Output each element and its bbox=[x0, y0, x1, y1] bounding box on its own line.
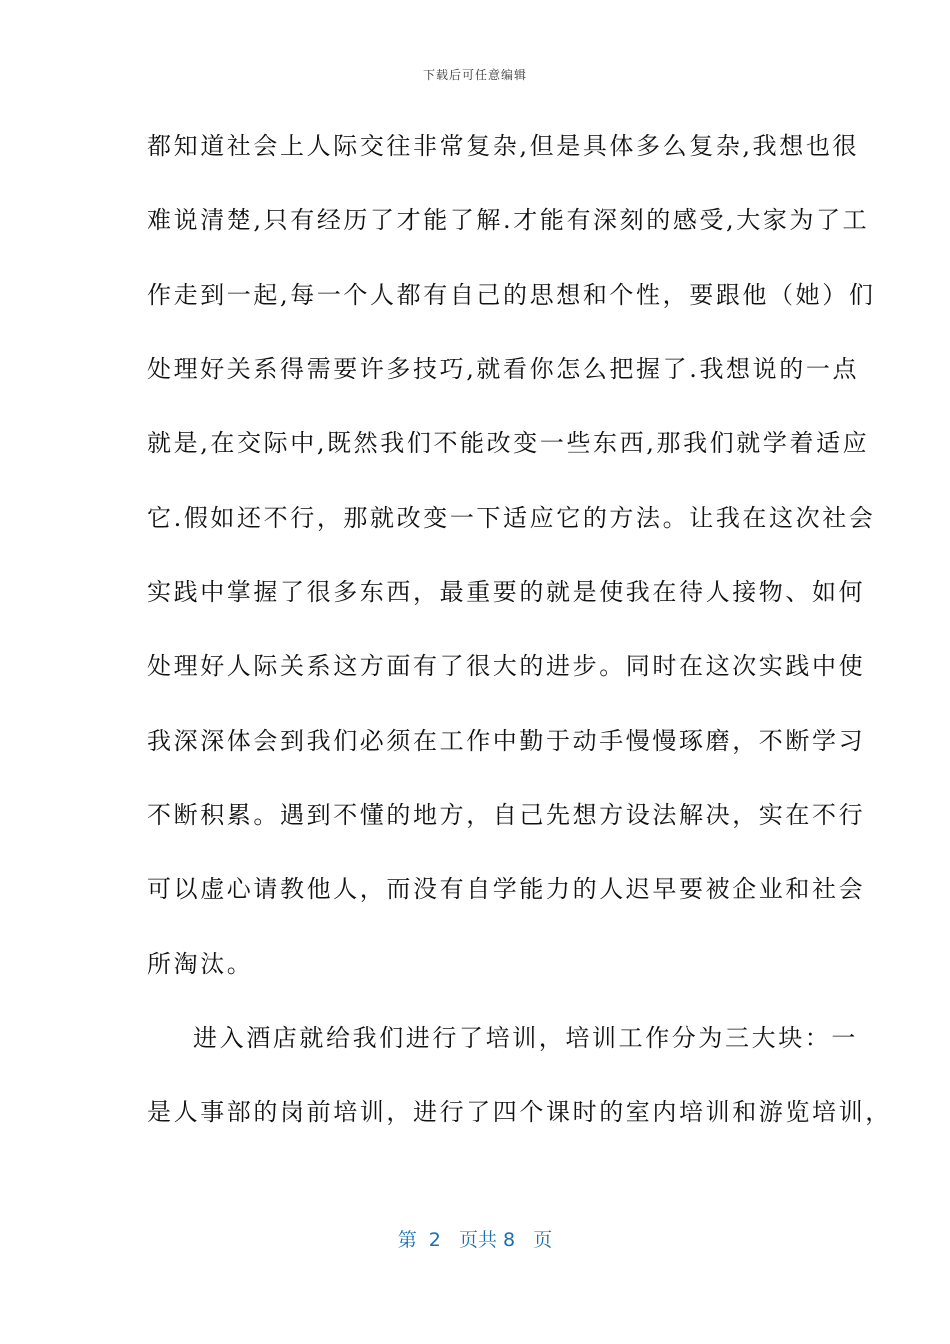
page-header: 下载后可任意编辑 bbox=[422, 68, 527, 82]
text-line: 处理好关系得需要许多技巧,就看你怎么把握了.我想说的一点 bbox=[147, 355, 860, 383]
text-line: 实践中掌握了很多东西，最重要的就是使我在待人接物、如何 bbox=[147, 578, 866, 606]
page-number-footer: 第 2 页共 8 页 bbox=[397, 1229, 553, 1251]
text-line: 都知道社会上人际交往非常复杂,但是具体多么复杂,我想也很 bbox=[147, 132, 860, 160]
text-line: 作走到一起,每一个人都有自己的思想和个性，要跟他（她）们 bbox=[147, 281, 876, 309]
text-line: 不断积累。遇到不懂的地方，自己先想方设法解决，实在不行 bbox=[147, 801, 866, 829]
text-line: 就是,在交际中,既然我们不能改变一些东西,那我们就学着适应 bbox=[147, 429, 870, 457]
paragraph-start-line: 进入酒店就给我们进行了培训，培训工作分为三大块：一 bbox=[193, 1024, 858, 1052]
text-line: 难说清楚,只有经历了才能了解.才能有深刻的感受,大家为了工 bbox=[147, 206, 870, 234]
text-line: 可以虚心请教他人，而没有自学能力的人迟早要被企业和社会 bbox=[147, 875, 866, 903]
text-line: 所淘汰。 bbox=[147, 950, 254, 978]
text-line: 它.假如还不行，那就改变一下适应它的方法。让我在这次社会 bbox=[147, 504, 876, 532]
text-line: 我深深体会到我们必须在工作中勤于动手慢慢琢磨，不断学习 bbox=[147, 727, 866, 755]
text-line: 处理好人际关系这方面有了很大的进步。同时在这次实践中使 bbox=[147, 652, 866, 680]
text-line: 是人事部的岗前培训，进行了四个课时的室内培训和游览培训， bbox=[147, 1098, 892, 1126]
